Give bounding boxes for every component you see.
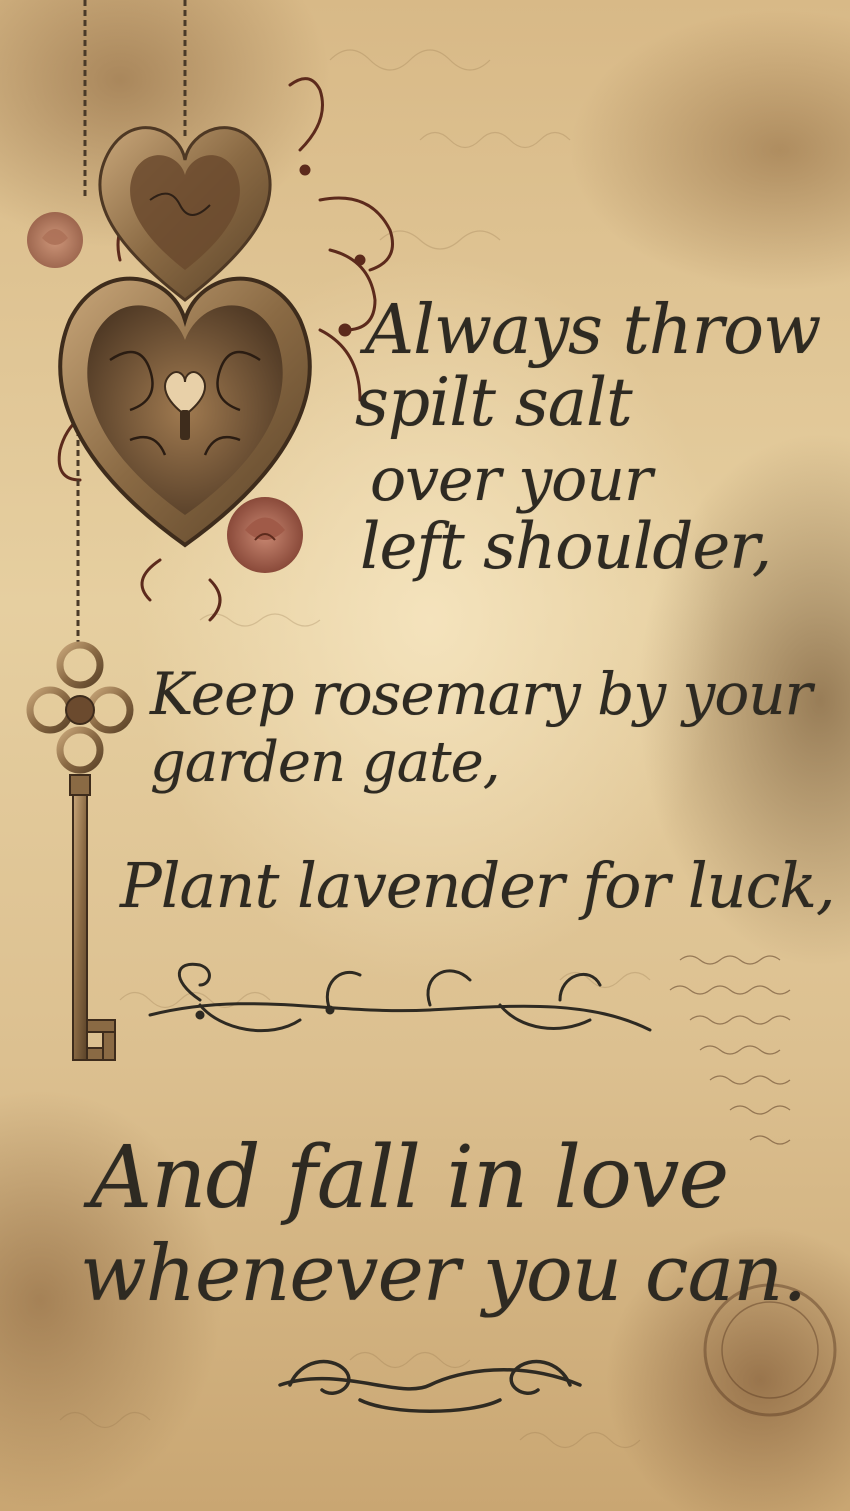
quote-line-8: And fall in love [90,1128,729,1228]
quote-line-7: Plant lavender for luck, [120,849,835,922]
quote-line-6: garden gate, [150,730,500,795]
skeleton-key-icon [30,645,130,1060]
quote-line-1: Always throw [365,291,821,370]
rose-icon [227,497,303,573]
quote-line-2: spilt salt [355,364,632,441]
handwritten-note-patch [670,956,790,1144]
bottom-flourish-divider-icon [280,1362,580,1412]
flourish-divider-icon [150,964,650,1030]
rose-icon [27,212,83,268]
quote-line-9: whenever you can. [80,1229,807,1319]
quote-line-3: over your [370,445,652,515]
quote-line-5: Keep rosemary by your [150,660,812,728]
small-heart-lock-icon [100,128,270,300]
quote-line-4: left shoulder, [360,510,772,584]
